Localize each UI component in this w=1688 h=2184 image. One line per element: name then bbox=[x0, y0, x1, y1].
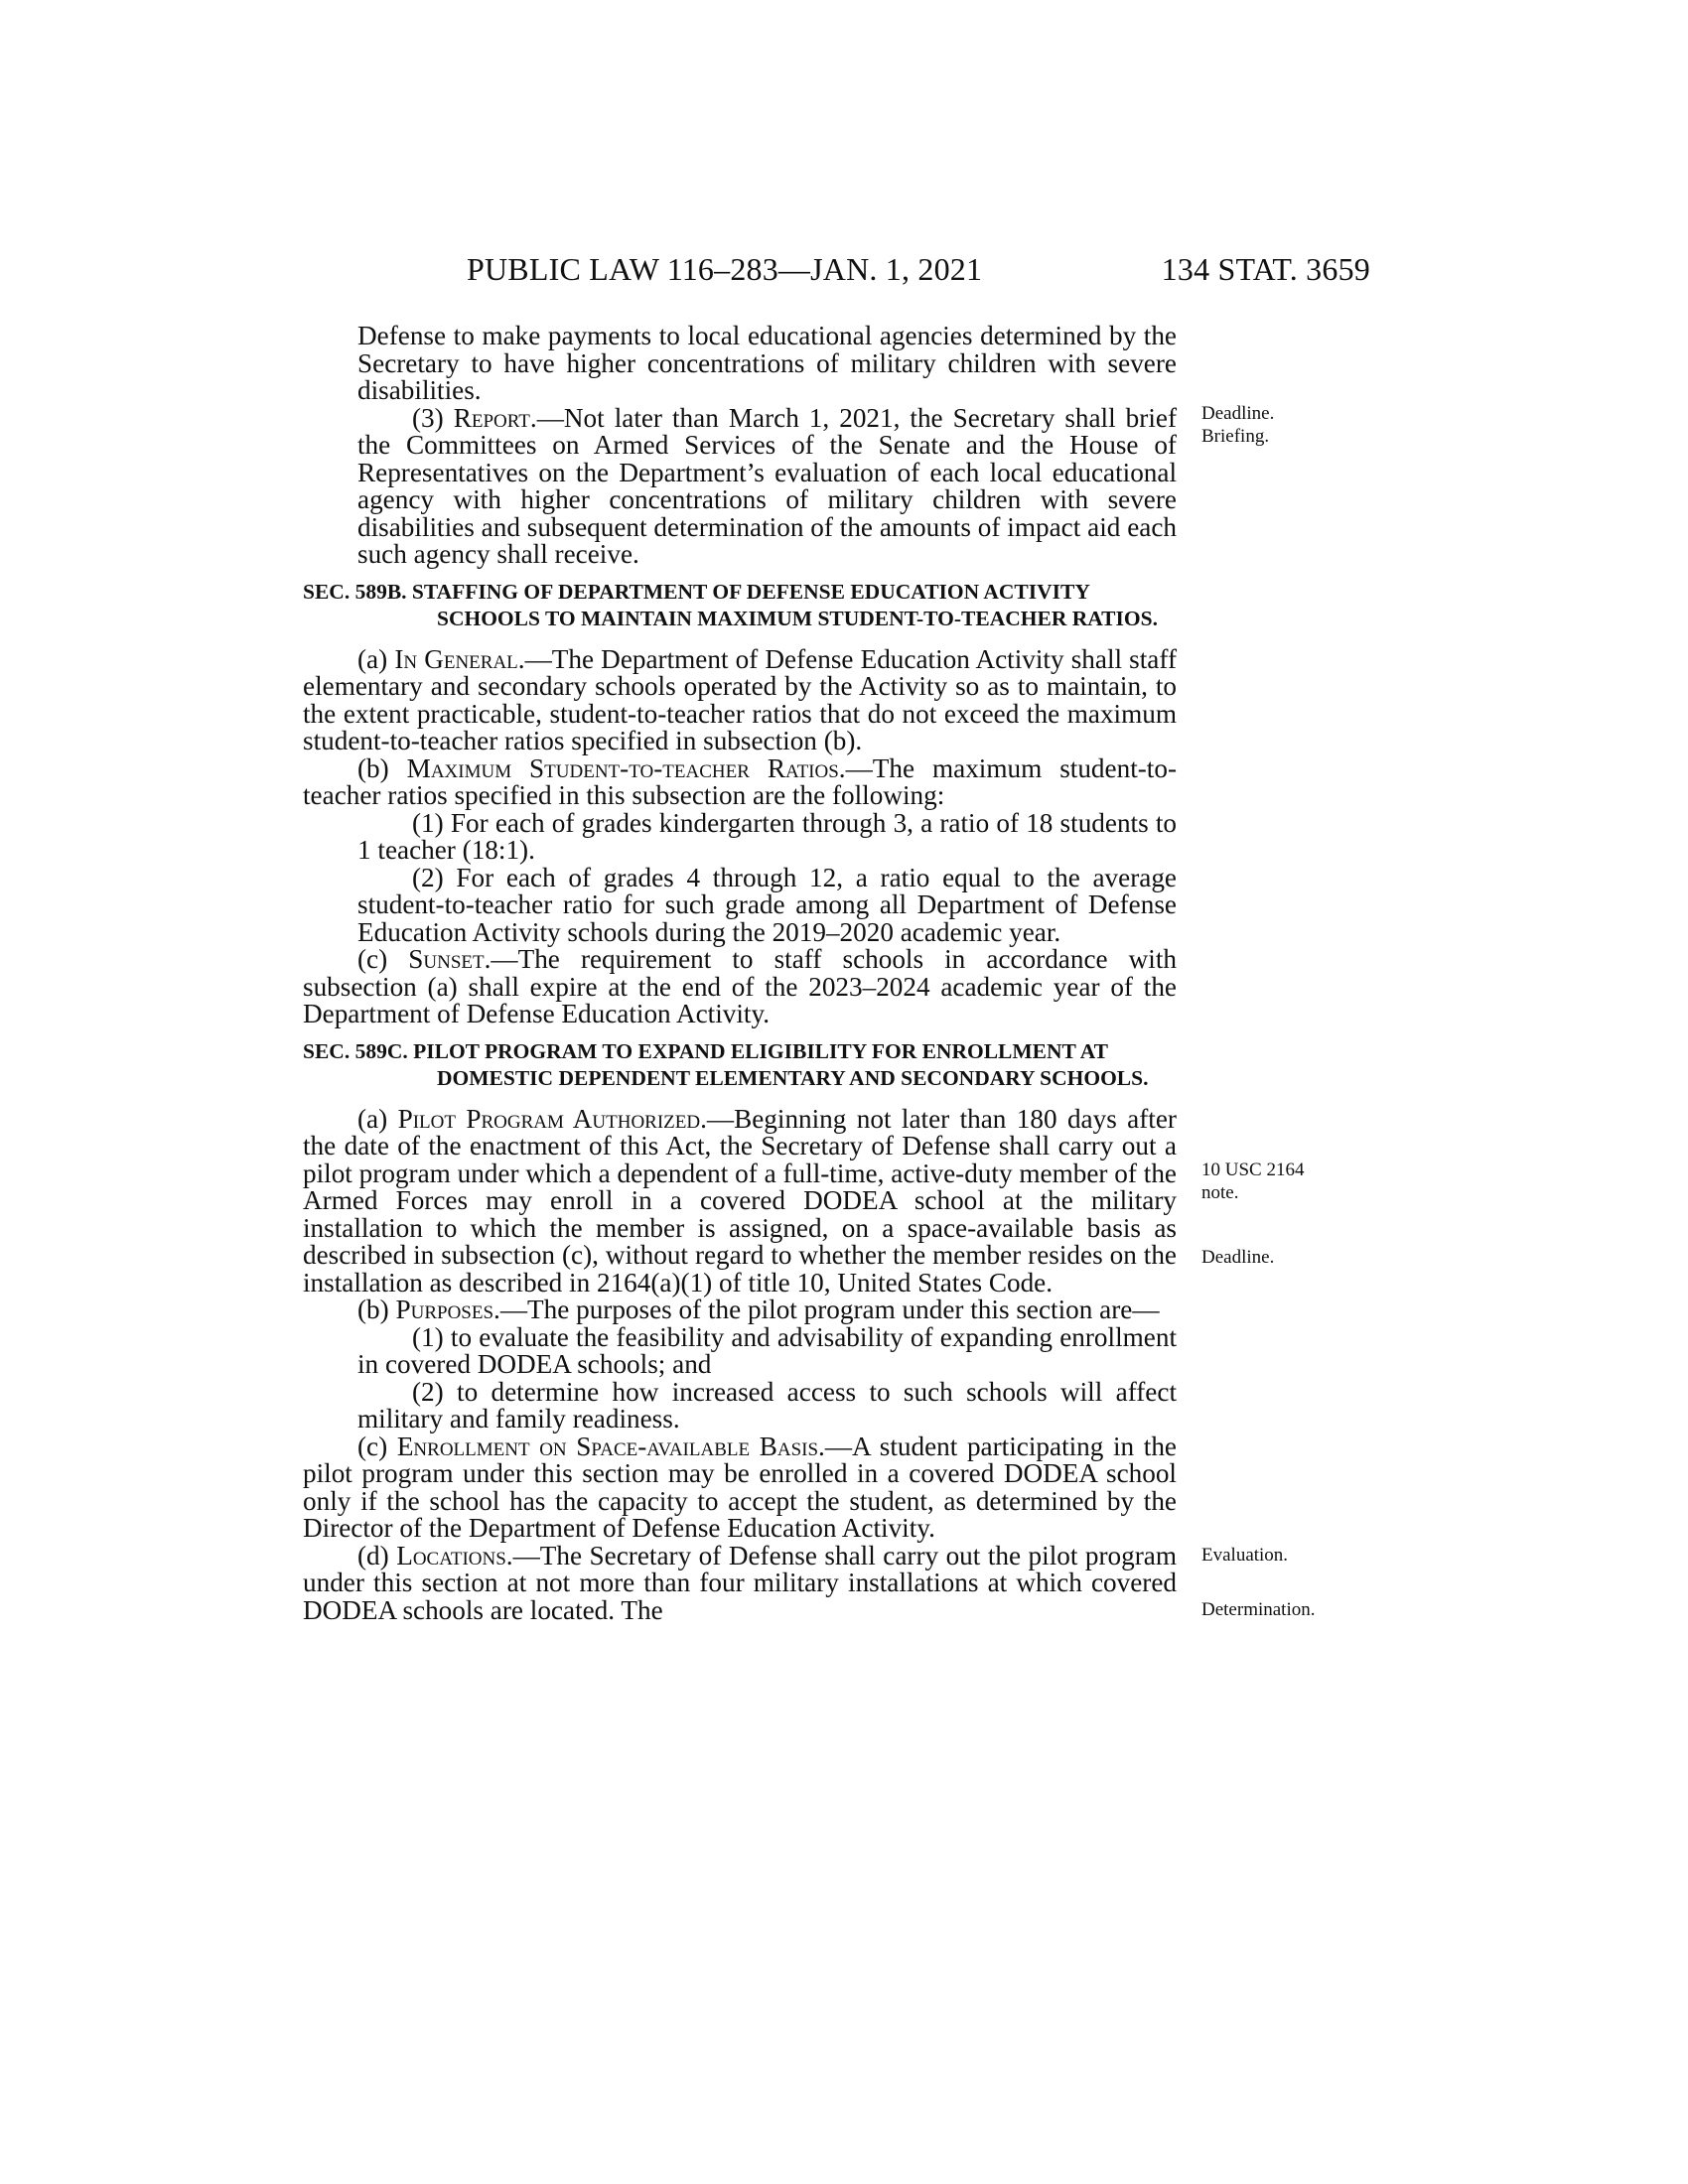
margin-note-evaluation-text: Evaluation. bbox=[1201, 1545, 1289, 1566]
589b-b-prefix: (b) bbox=[357, 752, 407, 783]
589c-c-heading: Enrollment on Space-available Basis bbox=[396, 1431, 819, 1461]
running-header bbox=[467, 251, 1370, 291]
margin-note-deadline: Deadline. bbox=[1201, 403, 1275, 424]
589c-b-text: .—The purposes of the pilot program under this section are— bbox=[493, 1295, 1160, 1324]
paragraph-589c-c bbox=[303, 1433, 1177, 1543]
margin-note-deadline-briefing bbox=[1201, 402, 1274, 448]
589b-a-text: .—The Department of Defense Education Activity shall staff elementary and secondary schools operated by the Activity so as to maintain, to the extent practicable, student-to-teacher ratios that do not exceed the maximum student-to-teacher ratios specified in subsection (b). bbox=[303, 643, 1177, 755]
589c-b-heading: Purposes bbox=[395, 1295, 494, 1324]
589c-c-text: .—A student participating in the pilot program under this section may be enrolled in a covered DODEA school only if the school has the capacity to accept the student, as determined by the Director of the Department of Defense Education Activity. bbox=[303, 1431, 1177, 1543]
paragraph-589b-b bbox=[303, 752, 1177, 810]
589b-c-prefix: (c) bbox=[357, 944, 409, 974]
589b-b-text: .—The maximum student-to-teacher ratios specified in this subsection are the following: bbox=[303, 752, 1177, 810]
589b-a-prefix: (a) bbox=[357, 643, 395, 674]
section-589b-title: SEC. 589B. STAFFING OF DEPARTMENT OF DEFENSE EDUCATION ACTIVITY SCHOOLS TO MAINTAIN MAXIMUM STUDENT-TO-TEACHER RATIOS. bbox=[303, 579, 1158, 630]
margin-note-briefing: Briefing. bbox=[1201, 426, 1270, 447]
589c-b-prefix: (b) bbox=[357, 1295, 396, 1324]
589c-a-text: .—Beginning not later than 180 days after the date of the enactment of this Act, the Secretary of Defense shall carry out a pilot program under which a dependent of a full-time, active-duty member of the Armed Forces may enroll in a covered DODEA school at the military installation to which the member is assigned, on a space-available basis as described in subsection (c), without regard to whether the member resides on the installation as described in 2164(a)(1) of title 10, United States Code. bbox=[303, 1103, 1177, 1297]
paragraph-589c-b bbox=[303, 1297, 1177, 1324]
report-text: .—Not later than March 1, 2021, the Secretary shall brief the Committees on Armed Services of the Senate and the House of Representatives on the Department’s evaluation of each local educational agency with higher concentrations of military children with severe disabilities and subsequent determination of the amounts of impact aid each such agency shall receive. bbox=[357, 402, 1178, 569]
paragraph-589c-a bbox=[303, 1103, 1177, 1297]
589b-a-heading: In General bbox=[394, 643, 518, 674]
margin-note-usc-citation: 10 USC 2164 bbox=[1201, 1160, 1305, 1180]
paragraph-589b-c bbox=[303, 946, 1177, 1028]
report-prefix: (3) bbox=[412, 402, 454, 433]
report-heading: Report bbox=[453, 402, 530, 433]
margin-note-evaluation bbox=[1201, 1544, 1288, 1567]
margin-note-deadline-text: Deadline. bbox=[1201, 1247, 1275, 1268]
statute-page-number: 134 STAT. 3659 bbox=[1161, 251, 1370, 287]
section-589c-title: SEC. 589C. PILOT PROGRAM TO EXPAND ELIGIBILITY FOR ENROLLMENT AT DOMESTIC DEPENDENT ELEMENTARY AND SECONDARY SCHOOLS. bbox=[303, 1038, 1149, 1090]
margin-note-deadline-2 bbox=[1201, 1246, 1274, 1269]
589c-c-prefix: (c) bbox=[357, 1431, 397, 1461]
589b-c-heading: Sunset bbox=[408, 944, 485, 974]
paragraph-589b-a bbox=[303, 643, 1177, 755]
paragraph-report bbox=[303, 402, 1178, 569]
document-body bbox=[303, 323, 1177, 1624]
margin-note-determination-text: Determination. bbox=[1201, 1599, 1316, 1620]
margin-note-determination bbox=[1201, 1598, 1316, 1621]
paragraph-continuation: Defense to make payments to local educational agencies determined by the Secretary to have higher concentrations of military children with severe disabilities. bbox=[357, 321, 1177, 405]
paragraph-589c-d bbox=[303, 1540, 1178, 1625]
589c-a-heading: Pilot Program Authorized bbox=[397, 1103, 701, 1134]
public-law-citation: PUBLIC LAW 116–283—JAN. 1, 2021 bbox=[467, 251, 983, 287]
margin-note-usc bbox=[1201, 1159, 1304, 1204]
589b-b-heading: Maximum Student-to-teacher Ratios bbox=[406, 752, 839, 783]
589c-d-heading: Locations bbox=[396, 1540, 506, 1570]
589c-d-text: .—The Secretary of Defense shall carry out the pilot program under this section at not more than four military installations at which covered DODEA schools are located. The bbox=[303, 1540, 1178, 1625]
589c-a-prefix: (a) bbox=[357, 1103, 398, 1134]
paragraph-589b-b2: (2) For each of grades 4 through 12, a ratio equal to the average student-to-teacher ratio for such grade among all Department of Defense Education Activity schools during the 2019–2020 academic year. bbox=[357, 862, 1177, 947]
589c-d-prefix: (d) bbox=[357, 1540, 397, 1570]
margin-note-usc-note: note. bbox=[1201, 1182, 1239, 1203]
paragraph-589b-b1: (1) For each of grades kindergarten through 3, a ratio of 18 students to 1 teacher (18:1). bbox=[357, 807, 1177, 865]
paragraph-589c-b2: (2) to determine how increased access to such schools will affect military and family readiness. bbox=[357, 1376, 1177, 1433]
589b-c-text: .—The requirement to staff schools in accordance with subsection (a) shall expire at the end of the 2023–2024 academic year of the Department of Defense Education Activity. bbox=[303, 944, 1177, 1028]
paragraph-589c-b1: (1) to evaluate the feasibility and advisability of expanding enrollment in covered DODEA schools; and bbox=[357, 1321, 1177, 1379]
